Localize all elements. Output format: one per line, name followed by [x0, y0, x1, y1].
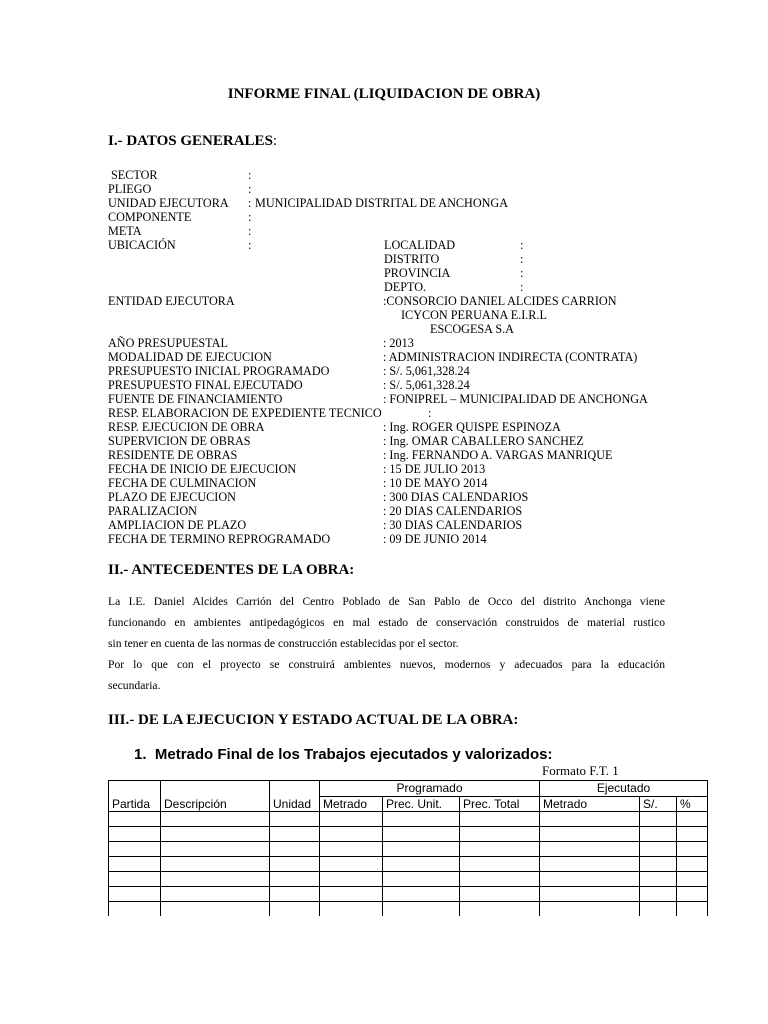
table-cell [109, 812, 161, 827]
table-cell [161, 842, 270, 857]
detail-row-value: : 20 DIAS CALENDARIOS [383, 504, 523, 518]
table-cell [677, 827, 708, 842]
table-cell [383, 887, 460, 902]
col-soles: S/. [640, 796, 677, 812]
table-cell [460, 872, 540, 887]
table-cell [270, 827, 320, 842]
general-row-colon: : [248, 210, 252, 224]
table-cell [460, 857, 540, 872]
general-row-colon: : [248, 196, 252, 210]
metrado-table [108, 780, 708, 916]
location-colon: : [520, 266, 524, 280]
table-row [109, 887, 708, 902]
detail-row-value: : 300 DIAS CALENDARIOS [383, 490, 529, 504]
table-cell [270, 872, 320, 887]
entidad-line: ICYCON PERUANA E.I.R.L [401, 308, 547, 322]
detail-row-label: RESIDENTE DE OBRAS [108, 448, 238, 462]
location-colon: : [520, 252, 524, 266]
detail-row-value: : S/. 5,061,328.24 [383, 364, 470, 378]
table-cell [320, 857, 383, 872]
table-cell [540, 812, 640, 827]
table-cell [540, 902, 640, 917]
col-percent: % [677, 796, 708, 812]
detail-row-value: : ADMINISTRACION INDIRECTA (CONTRATA) [383, 350, 638, 364]
group-programado: Programado [320, 781, 540, 797]
table-cell [677, 872, 708, 887]
general-row-label: SECTOR [111, 168, 158, 182]
table-cell [270, 812, 320, 827]
table-cell [460, 827, 540, 842]
detail-row-value: : Ing. ROGER QUISPE ESPINOZA [383, 420, 561, 434]
col-metrado-ejecutado: Metrado [540, 796, 640, 812]
table-cell [161, 812, 270, 827]
detail-row-value: : 15 DE JULIO 2013 [383, 462, 486, 476]
paragraph-line: funcionando en ambientes antipedagógicos en mal estado de conservación construidos de material rustico [108, 616, 665, 629]
table-cell [460, 842, 540, 857]
general-row-label: PLIEGO [108, 182, 152, 196]
detail-row-label: FECHA DE TERMINO REPROGRAMADO [108, 532, 331, 546]
general-row-colon: : [248, 224, 252, 238]
col-partida: Partida [109, 781, 161, 812]
table-cell [640, 902, 677, 917]
table-cell [383, 872, 460, 887]
table-cell [270, 857, 320, 872]
paragraph-line: La I.E. Daniel Alcides Carrión del Centro Poblado de San Pablo de Occo del distrito Anchonga viene [108, 595, 665, 608]
section-1-heading-text: I.- DATOS GENERALES [108, 133, 273, 149]
section-3-heading: III.- DE LA EJECUCION Y ESTADO ACTUAL DE LA OBRA: [108, 712, 519, 728]
col-prec-unit: Prec. Unit. [383, 796, 460, 812]
table-cell [270, 842, 320, 857]
detail-row-label: FECHA DE CULMINACION [108, 476, 257, 490]
table-cell [540, 827, 640, 842]
table-cell [640, 872, 677, 887]
table-cell [460, 812, 540, 827]
group-ejecutado: Ejecutado [540, 781, 708, 797]
table-cell [677, 842, 708, 857]
table-cell [677, 887, 708, 902]
table-cell [270, 887, 320, 902]
detail-row-label: AMPLIACION DE PLAZO [108, 518, 247, 532]
table-cell [109, 842, 161, 857]
table-row [109, 872, 708, 887]
entidad-line: :CONSORCIO DANIEL ALCIDES CARRION [383, 294, 617, 308]
table-cell [320, 842, 383, 857]
paragraph-line: sin tener en cuenta de las normas de construcción establecidas por el sector. [108, 637, 459, 650]
section-1-heading [108, 133, 277, 150]
table-cell [460, 902, 540, 917]
detail-row-value: : S/. 5,061,328.24 [383, 378, 470, 392]
metrado-table-body [109, 812, 708, 917]
table-cell [677, 857, 708, 872]
detail-row-value: : 09 DE JUNIO 2014 [383, 532, 487, 546]
location-label: PROVINCIA [384, 266, 451, 280]
table-cell [677, 812, 708, 827]
general-row-label: META [108, 224, 142, 238]
document-title: INFORME FINAL (LIQUIDACION DE OBRA) [227, 86, 541, 102]
table-cell [383, 812, 460, 827]
subsection-1-heading [134, 746, 552, 763]
table-cell [320, 827, 383, 842]
table-cell [383, 827, 460, 842]
detail-row-label: PRESUPUESTO INICIAL PROGRAMADO [108, 364, 330, 378]
subsection-number: 1. [134, 746, 147, 763]
table-cell [677, 902, 708, 917]
detail-row-label: FUENTE DE FINANCIAMIENTO [108, 392, 283, 406]
table-cell [109, 872, 161, 887]
location-label: LOCALIDAD [384, 238, 456, 252]
general-row-value: MUNICIPALIDAD DISTRITAL DE ANCHONGA [255, 196, 509, 210]
table-row [109, 857, 708, 872]
table-cell [161, 887, 270, 902]
location-label: DISTRITO [384, 252, 440, 266]
detail-row-label: RESP. ELABORACION DE EXPEDIENTE TECNICO [108, 406, 382, 420]
table-cell [109, 827, 161, 842]
detail-row-label: PLAZO DE EJECUCION [108, 490, 236, 504]
section-1-heading-colon: : [272, 133, 278, 149]
table-row [109, 827, 708, 842]
table-cell [383, 857, 460, 872]
general-row-label: UNIDAD EJECUTORA [108, 196, 229, 210]
table-cell [320, 887, 383, 902]
table-cell [640, 857, 677, 872]
subsection-title: Metrado Final de los Trabajos ejecutados y valorizados: [154, 746, 553, 763]
col-unidad: Unidad [270, 781, 320, 812]
table-cell [383, 842, 460, 857]
table-cell [640, 812, 677, 827]
table-cell [161, 857, 270, 872]
detail-row-label: RESP. EJECUCION DE OBRA [108, 420, 265, 434]
table-cell [640, 842, 677, 857]
table-cell [383, 902, 460, 917]
location-colon: : [520, 280, 524, 294]
table-cell [161, 872, 270, 887]
col-prec-total: Prec. Total [460, 796, 540, 812]
detail-row-value: : Ing. OMAR CABALLERO SANCHEZ [383, 434, 584, 448]
general-row-colon: : [248, 182, 252, 196]
table-row [109, 842, 708, 857]
detail-row-label: AÑO PRESUPUESTAL [108, 336, 228, 350]
general-row-label: COMPONENTE [108, 210, 192, 224]
general-row-colon: : [248, 168, 252, 182]
table-cell [161, 827, 270, 842]
format-label: Formato F.T. 1 [542, 763, 619, 778]
table-cell [640, 827, 677, 842]
general-row-label: UBICACIÓN [108, 238, 176, 252]
table-cell [540, 872, 640, 887]
detail-row-value: : 2013 [383, 336, 414, 350]
detail-row-value: : 10 DE MAYO 2014 [383, 476, 488, 490]
table-cell [540, 842, 640, 857]
table-cell [109, 902, 161, 917]
col-descripcion: Descripción [161, 781, 270, 812]
detail-row-label: MODALIDAD DE EJECUCION [108, 350, 272, 364]
paragraph-line: Por lo que con el proyecto se construirá ambientes nuevos, modernos y adecuados para la educación [108, 658, 665, 671]
table-cell [320, 812, 383, 827]
table-cell [540, 887, 640, 902]
table-cell [540, 857, 640, 872]
location-colon: : [520, 238, 524, 252]
general-row-colon: : [248, 238, 252, 252]
detail-row-value: : 30 DIAS CALENDARIOS [383, 518, 523, 532]
entidad-label: ENTIDAD EJECUTORA [108, 294, 235, 308]
entidad-line: ESCOGESA S.A [430, 322, 514, 336]
detail-row-value: : FONIPREL – MUNICIPALIDAD DE ANCHONGA [383, 392, 648, 406]
table-cell [320, 872, 383, 887]
paragraph-line: secundaria. [108, 679, 161, 692]
section-2-heading: II.- ANTECEDENTES DE LA OBRA: [108, 562, 355, 578]
table-row [109, 902, 708, 917]
table-cell [460, 887, 540, 902]
table-cell [320, 902, 383, 917]
table-cell [270, 902, 320, 917]
detail-row-label: PRESUPUESTO FINAL EJECUTADO [108, 378, 303, 392]
col-metrado-programado: Metrado [320, 796, 383, 812]
table-cell [640, 887, 677, 902]
table-cell [109, 857, 161, 872]
detail-row-value: : [428, 406, 432, 420]
location-label: DEPTO. [384, 280, 427, 294]
table-row [109, 812, 708, 827]
detail-row-label: PARALIZACION [108, 504, 197, 518]
table-cell [109, 887, 161, 902]
detail-row-value: : Ing. FERNANDO A. VARGAS MANRIQUE [383, 448, 613, 462]
detail-row-label: SUPERVICION DE OBRAS [108, 434, 251, 448]
table-cell [161, 902, 270, 917]
detail-row-label: FECHA DE INICIO DE EJECUCION [108, 462, 297, 476]
